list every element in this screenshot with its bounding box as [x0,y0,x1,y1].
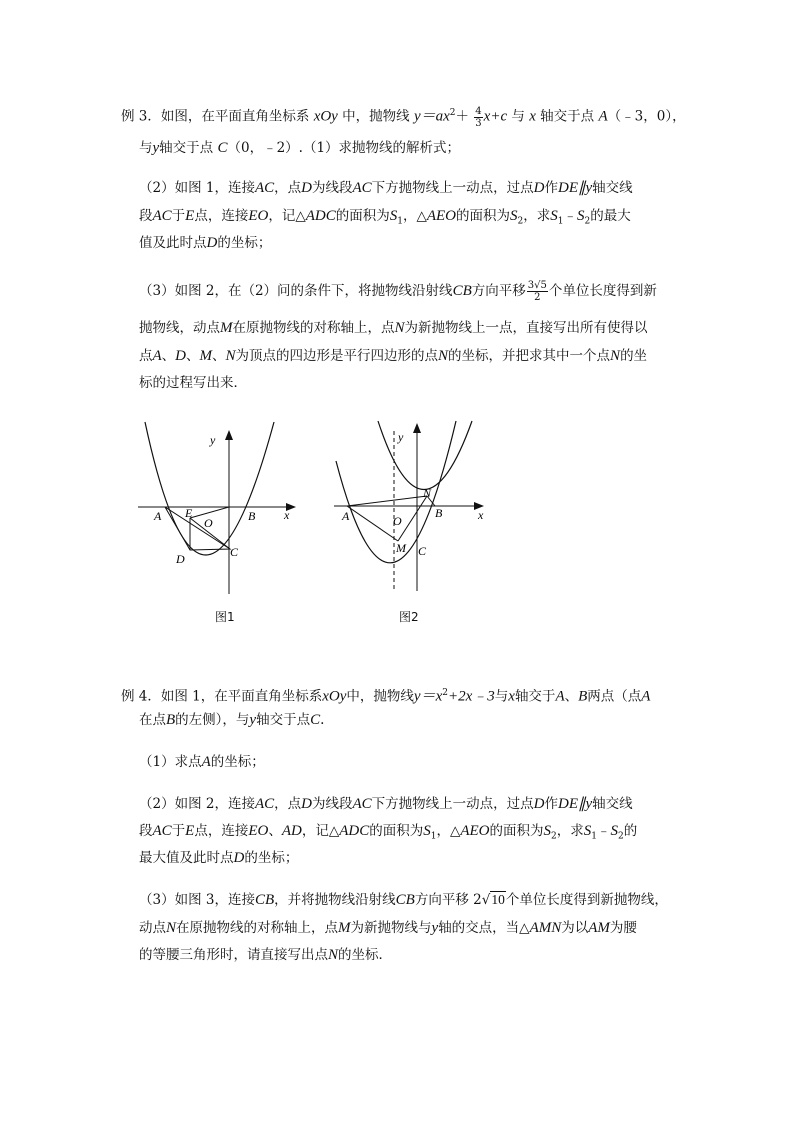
label-c: C [230,545,239,559]
var: AC [152,823,172,839]
text: 轴交线 [592,180,633,196]
figure-2-caption: 图2 [399,610,419,624]
ex4-line-1 [121,683,650,707]
ex4-q2-line-1 [139,794,633,814]
label-x: x [284,508,290,522]
text: 的坐标，并把求其中一个点 [448,348,611,364]
exponent: 2 [442,688,448,698]
equation: x+c [483,108,508,125]
text: ﹣ [563,208,577,224]
text: ，点 [274,796,302,812]
subscript: 2 [517,216,524,227]
var: E [185,823,195,839]
text: 、 [564,688,579,705]
ex4-line-2 [139,710,324,730]
label-e: E [185,506,193,520]
var: AD [281,823,302,839]
var: B [578,688,588,705]
label-b: B [435,506,443,520]
text: 段 [139,208,153,224]
var: D [206,235,218,251]
var: CB [254,892,275,908]
text: （3）如图 2，在（2）问的条件下，将抛物线沿射线 [139,283,453,299]
exponent: 2 [449,108,456,118]
text: 轴的交点，当△ [438,920,530,936]
text: 在点 [139,712,166,728]
text: 的 [623,823,638,839]
text: 值及此时点 [139,235,207,251]
text: 的坐 [620,348,648,364]
text: ﹣ [597,823,611,839]
var: N [166,920,177,936]
ex3-q2-line-2 [139,206,631,232]
var: N [225,348,236,364]
text: 段 [139,823,153,839]
text: 的坐标； [210,754,265,770]
text: 为腰 [609,920,637,936]
var: M [220,320,233,336]
text: 、 [212,348,226,364]
var: C [217,140,228,156]
var: x [529,108,536,125]
var: N [394,320,405,336]
ex4-q2-line-3 [139,848,298,868]
equation: y＝x [413,688,443,705]
text: 方向平移 2 [414,892,482,908]
text: 作 [544,796,559,812]
var: N [328,947,339,963]
fraction-4-3 [474,106,482,129]
segment-mn [398,496,427,541]
subscript: 2 [551,831,557,842]
text: 下方抛物线上一动点，过点 [371,796,534,812]
var: DE∥y [558,796,593,812]
sqrt-symbol: √ [481,892,491,908]
text: 的坐标． [338,947,393,963]
text: 最大值及此时点 [139,850,234,866]
text: 抛物线，动点 [139,320,220,336]
var: y [152,140,160,156]
label-d: D [176,552,185,566]
ex4-q3-line-3 [139,945,392,965]
ex3-q3-line-2 [139,318,648,338]
ex3-q2-line-3 [139,233,271,253]
text: 轴交于点 [256,712,311,728]
var: AC [254,180,275,196]
subscript: 1 [397,216,403,227]
text: 与 [511,108,525,125]
text: 于 [171,823,186,839]
var: AC [352,796,372,812]
plus: ＋ [455,108,469,125]
text: （2）如图 2，连接 [139,796,255,812]
figure-1-caption: 图1 [215,610,235,624]
text: 中，抛物线 [342,108,410,125]
var: S [550,208,558,224]
text: （0，﹣2）.（1）求抛物线的解析式； [227,140,461,156]
label-a: A [342,509,350,523]
label-c: C [418,544,427,558]
subscript: 1 [557,216,564,227]
text: 为线段 [312,180,353,196]
var: AEO [426,208,457,224]
text: . [320,712,325,728]
text: ，记△ [301,823,340,839]
var: A [201,754,211,770]
var: D [533,180,545,196]
text: 个单位长度得到新 [548,283,657,299]
var: N [438,348,449,364]
text: 、 [186,348,200,364]
text: 、 [161,348,176,364]
text: 为新抛物线与 [350,920,432,936]
ex3-q3-line-4 [139,373,247,393]
ex4-q1 [139,752,265,772]
label-m: M [396,541,406,555]
var: AM [588,920,610,936]
var: A [152,348,162,364]
var: AEO [460,823,490,839]
var: D [175,348,187,364]
text: 方向平移 [471,283,526,299]
text: 在原抛物线的对称轴上，点 [232,320,395,336]
var: CB [452,283,472,299]
subscript: 2 [584,216,591,227]
numerator: 4 [475,105,482,117]
text: 、 [268,823,282,839]
var: EO [248,823,269,839]
text: 两点（点 [587,688,642,705]
label-y: y [210,433,216,447]
text: 的面积为 [456,208,511,224]
figure-1 [130,418,310,598]
text: ，△ [436,823,461,839]
sqrt-radicand: 10 [491,892,505,907]
coord-system: xOy [322,688,347,705]
subscript: 2 [618,831,624,842]
text: 为顶点的四边形是平行四边形的点 [235,348,439,364]
var: x [508,688,515,705]
label-y: y [398,430,404,444]
text: ，记△ [268,208,306,224]
text: 作 [544,180,559,196]
text: 的面积为 [489,823,544,839]
text: 点 [139,348,153,364]
text: （1）求点 [139,754,202,770]
segment-a-m [347,506,398,541]
var: S [543,823,552,839]
text: 点，连接 [194,208,249,224]
text: 与 [139,140,153,156]
var: S [577,208,585,224]
ex4-q3-line-2 [139,918,637,938]
denominator: 3 [475,117,482,129]
var: N [610,348,621,364]
text: 轴交于点 [159,140,214,156]
text: 的坐标； [217,235,272,251]
text: ，求 [523,208,551,224]
text: 在原抛物线的对称轴上，点 [176,920,339,936]
equation: y＝ax [413,108,450,125]
var: CB [395,892,415,908]
text: 例 4．如图 1，在平面直角坐标系 [121,688,323,705]
var: C [310,712,321,728]
var: AC [352,180,372,196]
y-axis-arrow [225,430,233,440]
text: 的最大 [590,208,631,224]
var: S [510,208,518,224]
var: A [555,688,565,705]
ex4-q2-line-2 [139,821,637,847]
var: M [199,348,213,364]
figure-2 [326,413,496,598]
subscript: 1 [591,831,597,842]
var: DE∥y [558,180,593,196]
text: 的等腰三角形时，请直接写出点 [139,947,328,963]
fraction-3sqrt5-2 [527,280,548,303]
var: D [301,180,312,196]
label-o: O [393,514,402,528]
var: S [610,823,618,839]
text: 轴交于 [514,688,556,705]
subscript: 1 [430,831,437,842]
var: y [249,712,257,728]
equation: +2x﹣3 [447,688,495,705]
var: S [423,823,431,839]
text: 动点 [139,920,166,936]
text: 为新抛物线上一点，直接写出所有使得以 [404,320,648,336]
var: D [301,796,312,812]
numerator: 3√5 [527,280,547,291]
text: 于 [171,208,186,224]
text: 个单位长度得到新抛物线， [505,892,668,908]
var: M [338,920,351,936]
var: D [233,850,245,866]
var: y [431,920,439,936]
text: ，△ [402,208,427,224]
text: （3）如图 3，连接 [139,892,255,908]
var: AC [254,796,275,812]
var: S [389,208,398,224]
var: B [166,712,176,728]
ex3-q2-line-1 [139,178,633,198]
label-n: N [423,486,432,500]
text: ，点 [274,180,302,196]
var: A [598,108,608,125]
var: S [583,823,592,839]
ex3-q3-line-1 [139,280,657,303]
ex4-q3-line-1 [139,890,668,910]
ex3-q3-line-3 [139,346,647,366]
label-b: B [248,509,256,523]
text: 与 [494,688,509,705]
text: 的面积为 [335,208,390,224]
ex3-line-2 [139,138,460,158]
var: A [641,688,651,705]
text: 例 3．如图，在平面直角坐标系 [121,108,310,125]
var: D [533,796,545,812]
text: 的左侧），与 [175,712,250,728]
var: AC [152,208,172,224]
text: 标的过程写出来． [139,375,247,391]
text: 中，抛物线 [346,688,414,705]
var: ADC [339,823,370,839]
var: E [185,208,195,224]
new-parabola [378,421,472,490]
text: （﹣3，0）， [607,108,686,125]
denominator: 2 [534,292,541,303]
text: 轴交于点 [540,108,595,125]
triangle-adc [165,507,230,550]
text: ，求 [556,823,584,839]
text: 的坐标； [244,850,299,866]
ex3-line-1 [121,103,686,129]
text: 为以 [561,920,589,936]
var: AMN [529,920,562,936]
var: ADC [305,208,336,224]
text: 下方抛物线上一动点，过点 [371,180,534,196]
text: 为线段 [312,796,353,812]
text: 的面积为 [369,823,424,839]
label-a: A [154,509,162,523]
label-x: x [478,508,484,522]
text: 轴交线 [592,796,633,812]
y-axis-arrow [413,423,421,433]
text: （2）如图 1，连接 [139,180,255,196]
var: EO [248,208,269,224]
coord-system: xOy [313,108,338,125]
text: 点，连接 [194,823,249,839]
segment-an [347,496,427,506]
label-o: O [204,516,213,530]
text: ，并将抛物线沿射线 [274,892,396,908]
